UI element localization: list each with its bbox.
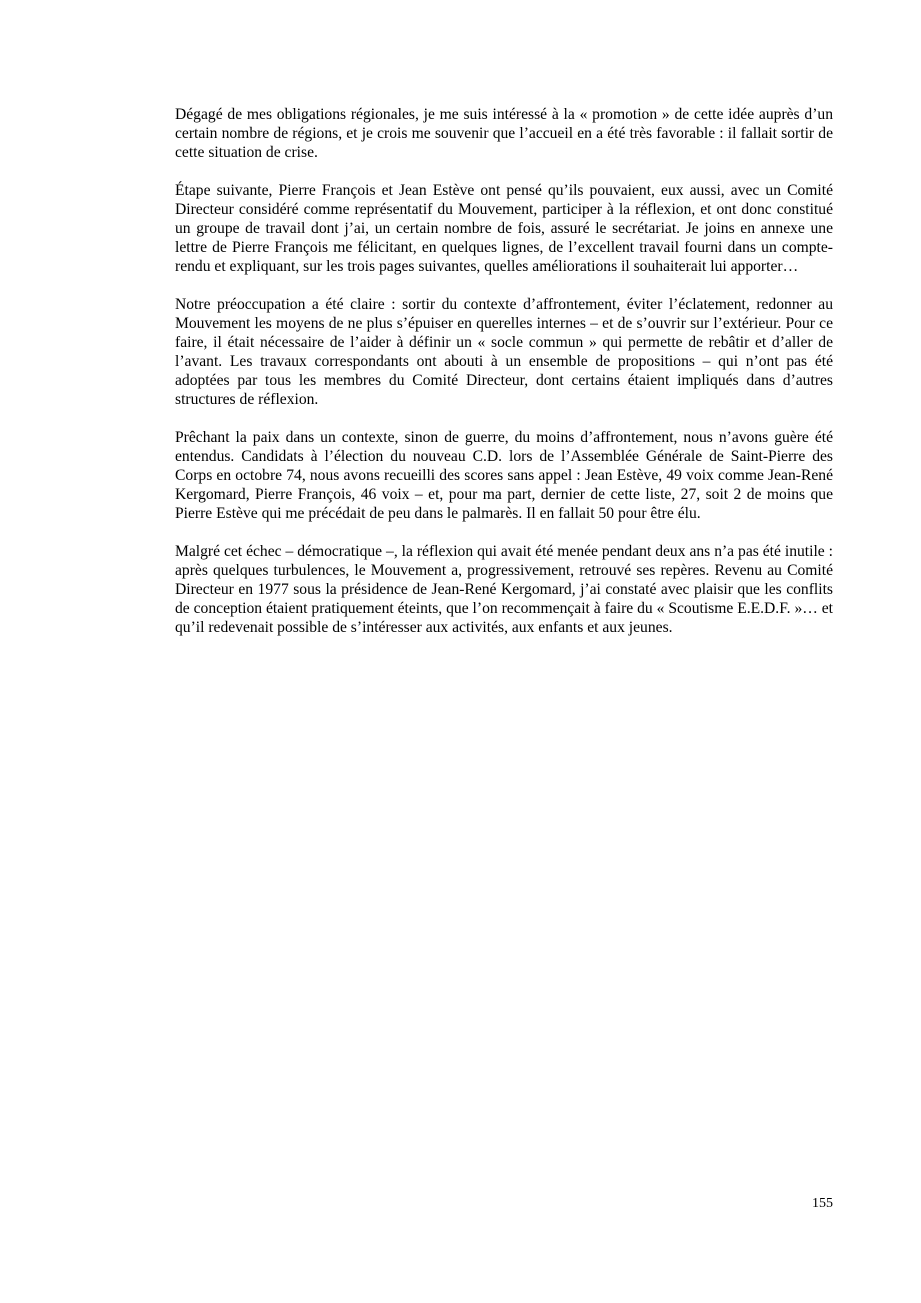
- paragraph-4: Prêchant la paix dans un contexte, sinon de guerre, du moins d’affrontement, nous n’avons guère été entendus. Candidats à l’élection du nouveau C.D. lors de l’Assemblée Générale de Saint-Pierre des Corps en octobre 74, nous avons recueilli des scores sans appel : Jean Estève, 49 voix comme Jean-René Kergomard, Pierre François, 46 voix – et, pour ma part, dernier de cette liste, 27, soit 2 de moins que Pierre Estève qui me précédait de peu dans le palmarès. Il en fallait 50 pour être élu.: [175, 429, 833, 522]
- paragraph-5: Malgré cet échec – démocratique –, la réflexion qui avait été menée pendant deux ans n’a pas été inutile : après quelques turbulences, le Mouvement a, progressivement, retrouvé ses repères. Revenu au Comité Directeur en 1977 sous la présidence de Jean-René Kergomard, j’ai constaté avec plaisir que les conflits de conception étaient pratiquement éteints, que l’on recommençait à faire du « Scoutisme E.E.D.F. »… et qu’il redevenait possible de s’intéresser aux activités, aux enfants et aux jeunes.: [175, 543, 833, 636]
- body-text: [175, 105, 833, 656]
- paragraph-3: Notre préoccupation a été claire : sortir du contexte d’affrontement, éviter l’éclatement, redonner au Mouvement les moyens de ne plus s’épuiser en querelles internes – et de s’ouvrir sur l’extérieur. Pour ce faire, il était nécessaire de l’aider à définir un « socle commun » qui permette de rebâtir et d’aller de l’avant. Les travaux correspondants ont abouti à un ensemble de propositions – qui n’ont pas été adoptées par tous les membres du Comité Directeur, dont certains étaient impliqués dans d’autres structures de réflexion.: [175, 296, 833, 408]
- paragraph-2: Étape suivante, Pierre François et Jean Estève ont pensé qu’ils pouvaient, eux aussi, avec un Comité Directeur considéré comme représentatif du Mouvement, participer à la réflexion, et ont donc constitué un groupe de travail dont j’ai, un certain nombre de fois, assuré le secrétariat. Je joins en annexe une lettre de Pierre François me félicitant, en quelques lignes, de l’excellent travail fourni dans un compte-rendu et expliquant, sur les trois pages suivantes, quelles améliorations il souhaiterait lui apporter…: [175, 182, 833, 275]
- paragraph-1: Dégagé de mes obligations régionales, je me suis intéressé à la « promotion » de cette idée auprès d’un certain nombre de régions, et je crois me souvenir que l’accueil en a été très favorable : il fallait sortir de cette situation de crise.: [175, 106, 833, 161]
- page-number: 155: [812, 1196, 833, 1211]
